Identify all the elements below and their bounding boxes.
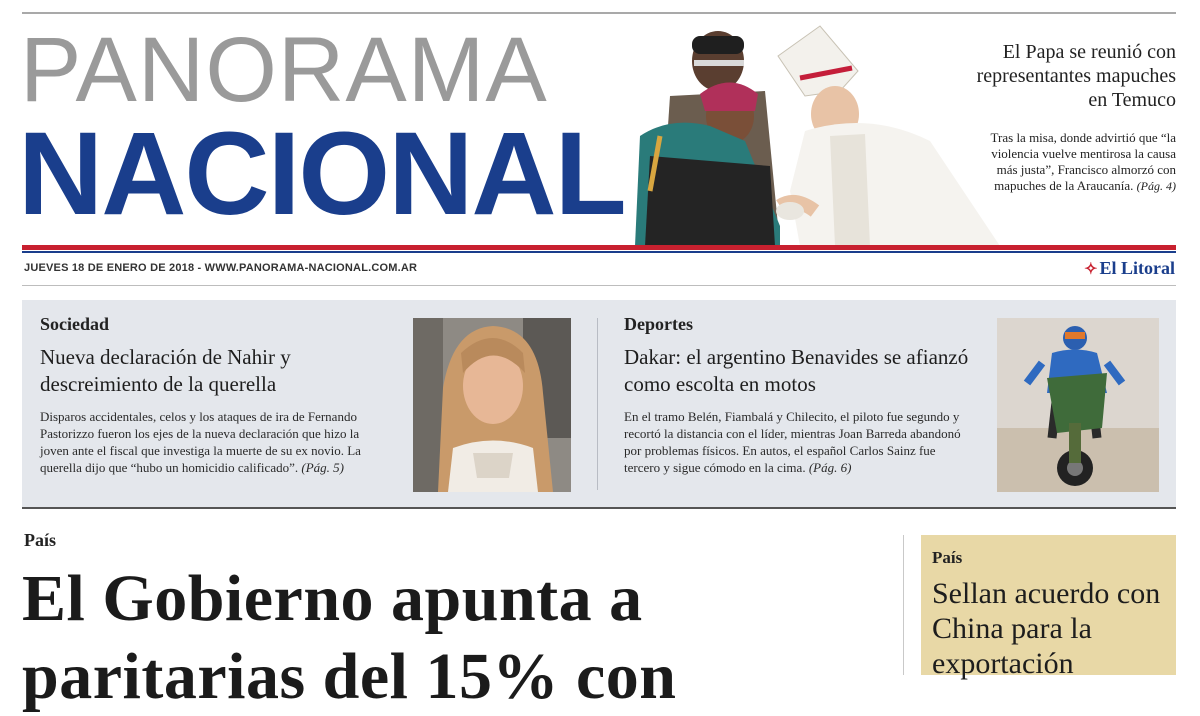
sociedad-headline[interactable]: Nueva declaración de Nahir y descreimiento de la querella	[40, 345, 291, 396]
blue-rule	[22, 251, 1176, 253]
brand-name: El Litoral	[1099, 258, 1175, 278]
hero-photo-art	[630, 16, 1010, 246]
column-divider	[597, 318, 598, 490]
hero-page-ref: (Pág. 4)	[1136, 179, 1176, 193]
sociedad-body-text: Disparos accidentales, celos y los ataques de ira de Fernando Pastorizzo fueron los ejes de la nueva declaración que hizo la joven ante el fiscal que investiga la muerte de su ex novio. La querella dijo que “hubo un homicidio calificado”.	[40, 409, 361, 475]
hero-photo[interactable]	[630, 16, 1010, 246]
section-label-pais-main: País	[24, 530, 57, 550]
section-label-sociedad: Sociedad	[40, 314, 110, 334]
deportes-body-text: En el tramo Belén, Fiambalá y Chilecito, el piloto fue segundo y recortó la distancia con el líder, mientras Joan Barreda abandonó por problemas físicos. En autos, el español Carlos Sainz fue tercero y sigue cómodo en la cima.	[624, 409, 961, 475]
sociedad-photo-art	[413, 318, 571, 492]
deportes-headline[interactable]: Dakar: el argentino Benavides se afianzó como escolta en motos	[624, 345, 969, 396]
band-bottom-rule	[22, 507, 1176, 509]
sociedad-body	[40, 408, 380, 476]
brand-logo[interactable]	[1040, 258, 1175, 279]
bird-icon: ✧	[1084, 261, 1098, 278]
main-divider	[903, 535, 904, 675]
deportes-page-ref: (Pág. 6)	[808, 460, 852, 475]
deportes-photo-art	[997, 318, 1159, 492]
deportes-photo[interactable]	[997, 318, 1159, 492]
masthead-line-1: PANORAMA	[20, 19, 548, 121]
hero-body	[990, 130, 1176, 194]
sociedad-page-ref: (Pág. 5)	[301, 460, 344, 475]
sidebox-headline[interactable]: Sellan acuerdo con China para la exportación	[932, 577, 1161, 680]
hero-headline[interactable]: El Papa se reunió con representantes mapuches en Temuco	[976, 41, 1176, 111]
main-headline[interactable]: El Gobierno apunta a paritarias del 15% con	[22, 562, 677, 713]
section-label-deportes: Deportes	[624, 314, 693, 334]
dateline: JUEVES 18 DE ENERO DE 2018 - WWW.PANORAMA-NACIONAL.COM.AR	[24, 262, 418, 274]
masthead-line-2: NACIONAL	[18, 108, 625, 240]
hero-body-text: Tras la misa, donde advirtió que “la violencia vuelve mentirosa la causa más justa”, Francisco almorzó con mapuches de la Araucanía.	[990, 130, 1176, 193]
top-rule	[22, 12, 1176, 14]
section-label-pais-sidebox: País	[932, 548, 963, 567]
sociedad-photo[interactable]	[413, 318, 571, 492]
thin-rule	[22, 285, 1176, 286]
red-rule	[22, 245, 1176, 250]
deportes-body	[624, 408, 969, 476]
